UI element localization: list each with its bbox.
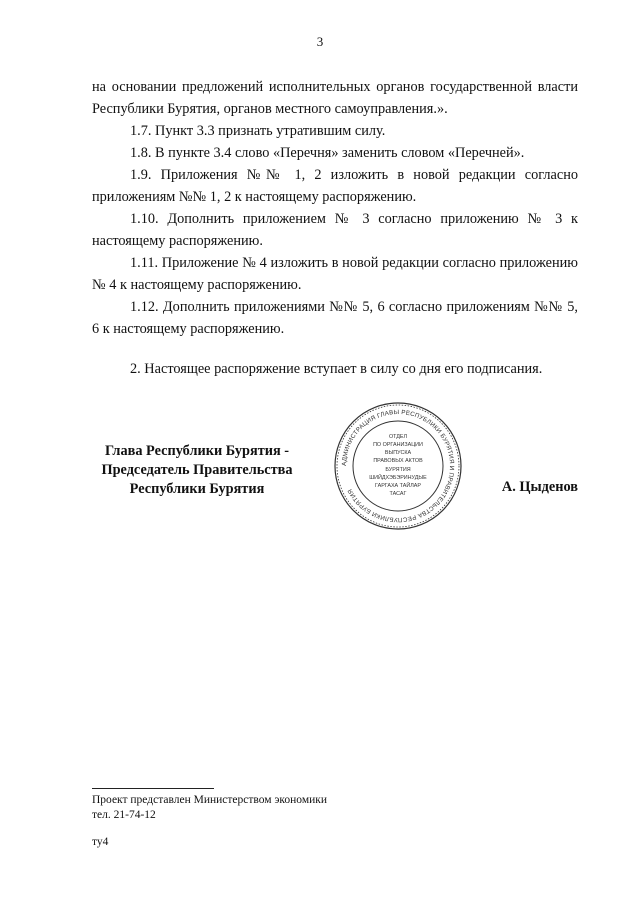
document-code: ту4 xyxy=(92,836,109,848)
footnote-phone: тел. 21-74-12 xyxy=(92,809,156,821)
stamp-center-line: ТАСАГ xyxy=(389,491,407,497)
paragraph-1-10: 1.10. Дополнить приложением № 3 согласно приложению № 3 к настоящему распоряжению. xyxy=(92,211,578,249)
signatory-name: А. Цыденов xyxy=(501,479,578,495)
paragraph-1-7: 1.7. Пункт 3.3 признать утратившим силу. xyxy=(130,123,386,139)
stamp-center-line: ПРАВОВЫХ АКТОВ xyxy=(373,458,423,464)
signatory-title-line: Председатель Правительства xyxy=(101,462,293,478)
stamp-center-line: БУРЯТИЯ xyxy=(385,467,411,473)
paragraph-1-12: 1.12. Дополнить приложениями №№ 5, 6 согласно приложениям №№ 5, 6 к настоящему распоряжению. xyxy=(92,299,578,337)
stamp-ring-text: АДМИНИСТРАЦИЯ ГЛАВЫ РЕСПУБЛИКИ БУРЯТИЯ И ПРАВИТЕЛЬСТВА РЕСПУБЛИКИ БУРЯТИЯ xyxy=(340,408,456,524)
stamp-center-line: ВЫПУСКА xyxy=(384,450,412,456)
stamp-center-line: ОТДЕЛ xyxy=(388,434,408,440)
paragraph-2: 2. Настоящее распоряжение вступает в силу со дня его подписания. xyxy=(130,361,543,377)
signatory-title xyxy=(92,442,302,499)
document-body xyxy=(92,76,578,380)
footnote xyxy=(92,793,327,823)
signatory-title-line: Республики Бурятия xyxy=(129,481,265,497)
stamp-center-line: ПО ОРГАНИЗАЦИИ xyxy=(373,442,423,448)
paragraph-continuation: на основании предложений исполнительных органов государственной власти Республики Бурятия, органов местного самоуправления.». xyxy=(92,79,578,117)
stamp-center-line: ГАРГАХА ТАЙЛАР xyxy=(375,483,421,489)
paragraph-1-9: 1.9. Приложения №№ 1, 2 изложить в новой редакции согласно приложениям №№ 1, 2 к настоящему распоряжению. xyxy=(92,167,578,205)
official-stamp xyxy=(333,401,463,531)
paragraph-1-8: 1.8. В пункте 3.4 слово «Перечня» заменить словом «Перечней». xyxy=(130,145,525,161)
paragraph-1-11: 1.11. Приложение № 4 изложить в новой редакции согласно приложению № 4 к настоящему распоряжению. xyxy=(92,255,578,293)
footnote-line: Проект представлен Министерством экономики xyxy=(92,794,328,806)
stamp-center-line: ШИЙДХЭБЭРИНУДЫЕ xyxy=(369,475,427,481)
page-number: 3 xyxy=(316,34,324,49)
signatory-title-line: Глава Республики Бурятия - xyxy=(104,443,290,459)
footnote-divider xyxy=(92,788,214,789)
